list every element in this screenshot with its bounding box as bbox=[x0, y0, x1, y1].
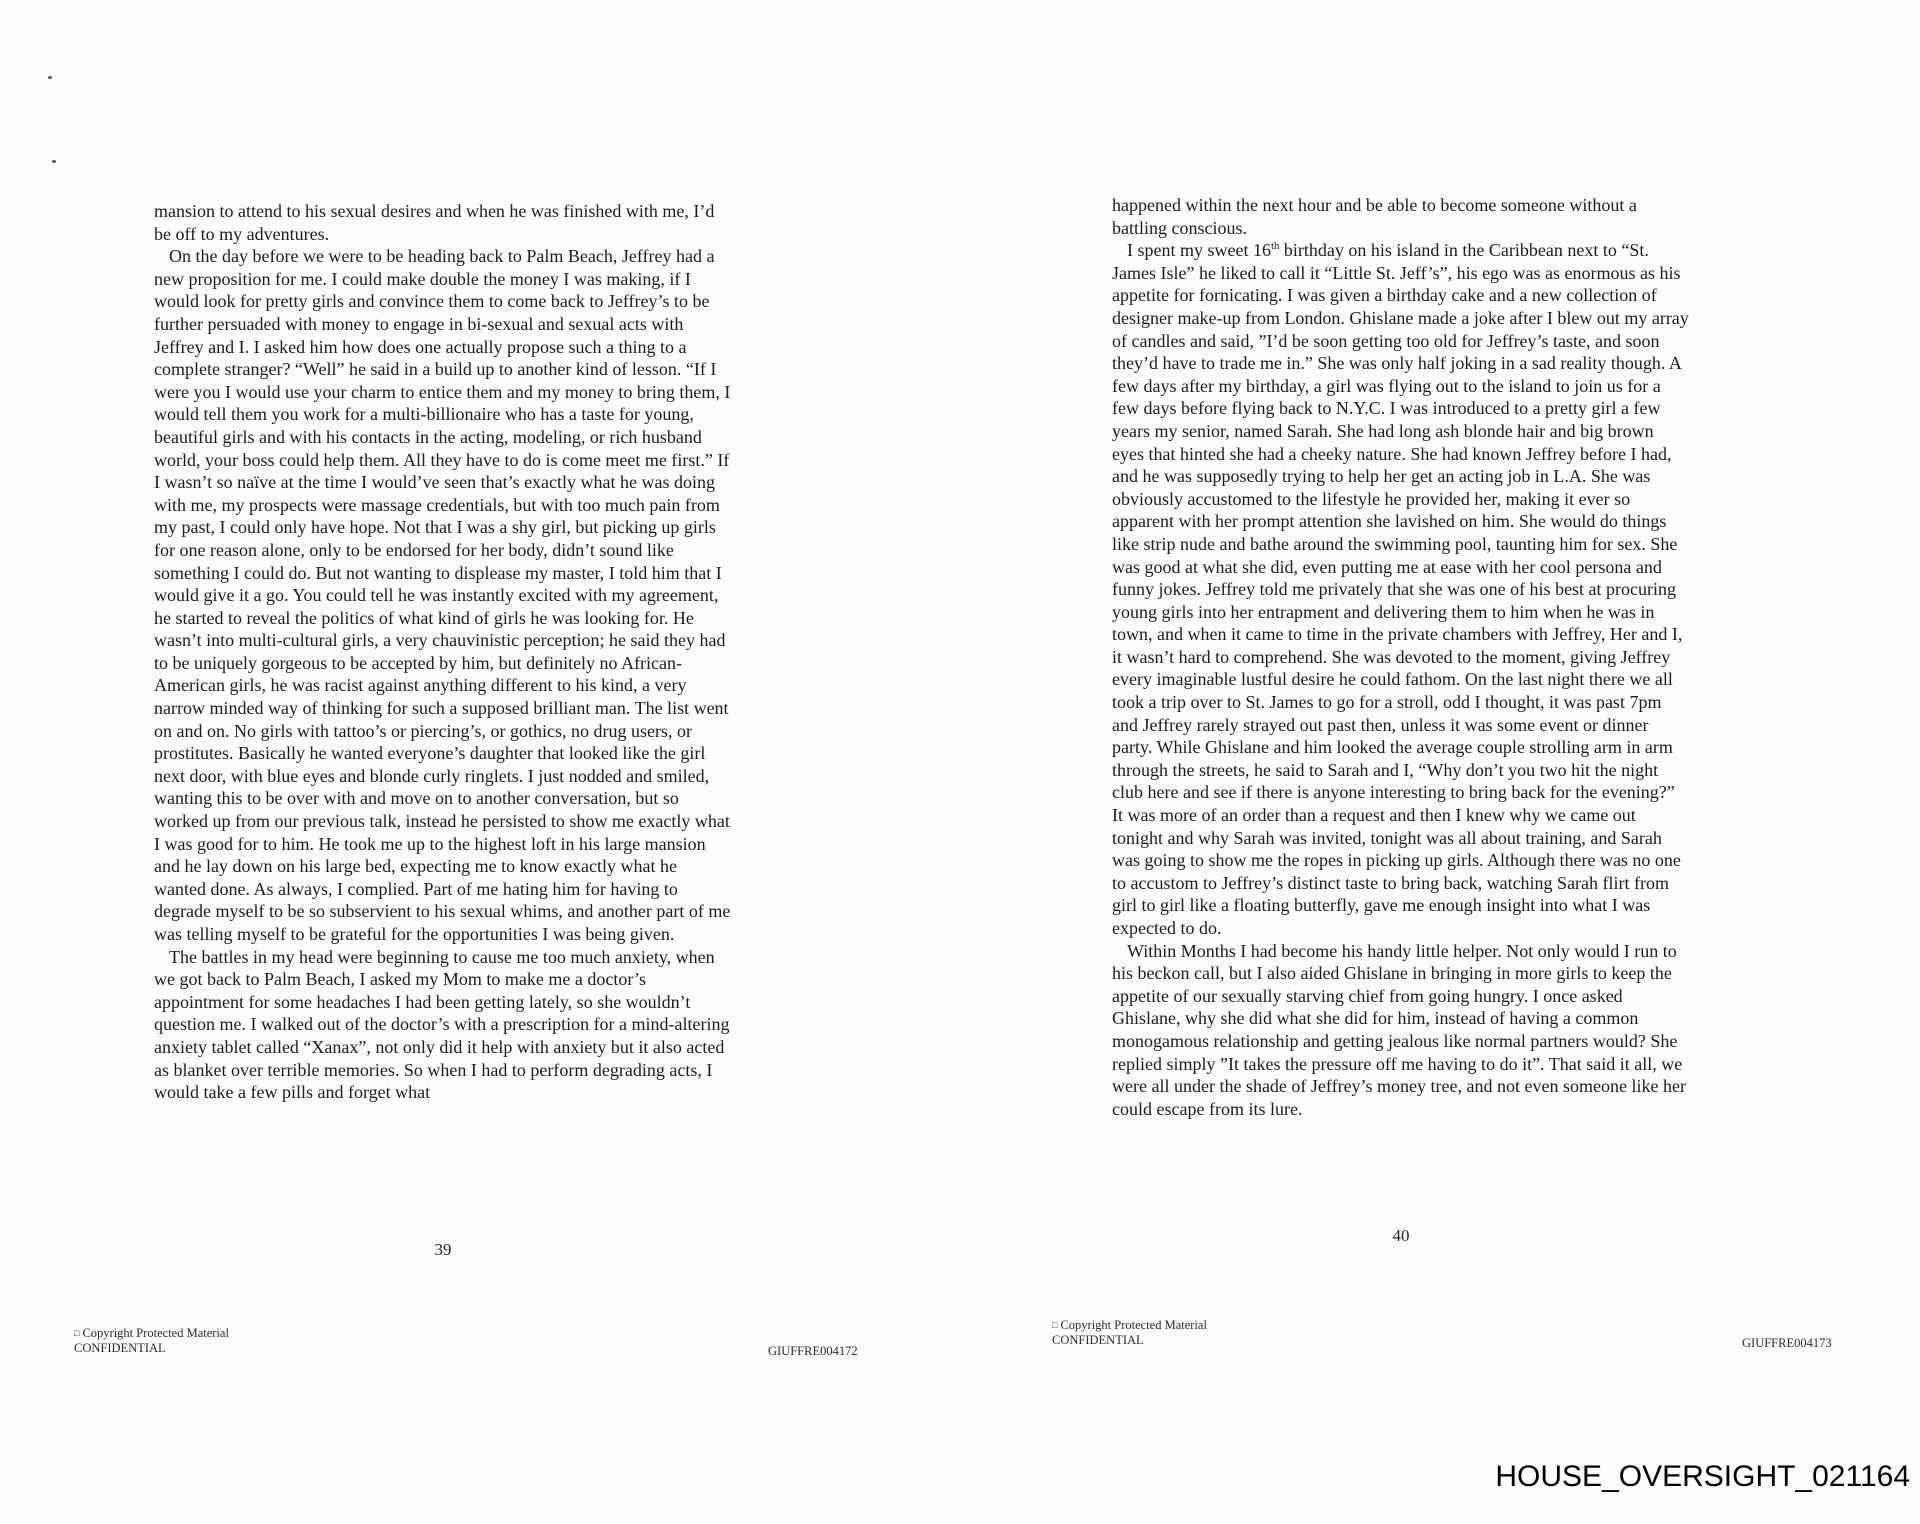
paragraph-text: I spent my sweet 16 bbox=[1127, 240, 1271, 261]
oversight-stamp: HOUSE_OVERSIGHT_021164 bbox=[1495, 1460, 1910, 1493]
page-40-text bbox=[1112, 194, 1690, 1120]
confidential-label: CONFIDENTIAL bbox=[74, 1341, 166, 1355]
copyright-mark-icon: □ bbox=[1052, 1320, 1058, 1330]
paragraph: On the day before we were to be heading back to Palm Beach, Jeffrey had a new proposition for me. I could make double the money I was making, if I would look for pretty girls and convince them to come back to Jeffrey’s to be further persuaded with money to engage in bi-sexual and sexual acts with Jeffrey and I. I asked him how does one actually propose such a thing to a complete stranger? “Well” he said in a build up to another kind of lesson. “If I were you I would use your charm to entice them and my money to bring them, I would tell them you work for a multi-billionaire who has a taste for young, beautiful girls and with his contacts in the acting, modeling, or rich husband world, your boss could help them. All they have to do is come meet me first.” If I wasn’t so naïve at the time I would’ve seen that’s exactly what he was doing with me, my prospects were massage credentials, but with too much pain from my past, I could only have hope. Not that I was a shy girl, but picking up girls for one reason alone, only to be endorsed for her body, didn’t sound like something I could do. But not wanting to displease my master, I told him that I would give it a go. You could tell he was instantly excited with my agreement, he started to reveal the politics of what kind of girls he was looking for. He wasn’t into multi-cultural girls, a very chauvinistic perception; he said they had to be uniquely gorgeous to be accepted by him, but definitely no African-American girls, he was racist against anything different to his kind, a very narrow minded way of thinking for such a supposed brilliant man. The list went on and on. No girls with tattoo’s or piercing’s, or gothics, no drug users, or prostitutes. Basically he wanted everyone’s daughter that looked like the girl next door, with blue eyes and blonde curly ringlets. I just nodded and smiled, wanting this to be over with and move on to another conversation, but so worked up from our previous talk, instead he persisted to show me exactly what I was good for to him. He took me up to the highest loft in his large mansion and he lay down on his large bed, expecting me to know exactly what he wanted done. As always, I complied. Part of me hating him for having to degrade myself to be so subservient to his sexual whims, and another part of me was telling myself to be grateful for the opportunities I was being given. bbox=[154, 246, 731, 944]
paragraph: Within Months I had become his handy little helper. Not only would I run to his beckon call, but I also aided Ghislane in bringing in more girls to keep the appetite of our sexually starving chief from going hungry. I once asked Ghislane, why she did what she did for him, instead of having a common monogamous relationship and getting jealous like normal partners would? She replied simply ”It takes the pressure off me having to do it”. That said it all, we were all under the shade of Jeffrey’s money tree, and not even someone like her could escape from its lure. bbox=[1112, 940, 1686, 1119]
page-39-text bbox=[154, 200, 732, 1104]
copyright-text: Copyright Protected Material bbox=[82, 1326, 229, 1340]
bates-number: GIUFFRE004173 bbox=[1742, 1336, 1832, 1350]
paragraph-text: birthday on his island in the Caribbean next to “St. James Isle” he liked to call it “Little St. Jeff’s”, his ego was as enormous as his appetite for fornicating. I was given a birthday cake and a new collection of designer make-up from London. Ghislane made a joke after I blew out my array of candles and said, ”I’d be soon getting too old for Jeffrey’s taste, and soon they’d have to trade me in.” She was only half joking in a sad reality though. A few days after my birthday, a girl was flying out to the island to join us for a few days before flying back to N.Y.C. I was introduced to a pretty girl a few years my senior, named Sarah. She had long ash blonde hair and big brown eyes that hinted she had a cheeky nature. She had known Jeffrey before I had, and he was supposedly trying to help her get an acting job in L.A. She was obviously accustomed to the lifestyle he provided her, making it ever so apparent with her prompt attention she lavished on him. She would do things like strip nude and bathe around the swimming pool, taunting him for sex. She was good at what she did, even putting me at ease with her cool persona and funny jokes. Jeffrey told me privately that she was one of his best at procuring young girls into her entrapment and delivering them to him when he was in town, and when it came to time in the private chambers with Jeffrey, Her and I, it wasn’t hard to comprehend. She was devoted to the moment, giving Jeffrey every imaginable lustful desire he could fathom. On the last night there we all took a trip over to St. James to go for a stroll, odd I thought, it was past 7pm and Jeffrey rarely strayed out past then, unless it was some event or dinner party. While Ghislane and him looked the average couple strolling arm in arm through the streets, he said to Sarah and I, “Why don’t you two hit the night club here and see if there is anyone interesting to bring back for the evening?” It was more of an order than a request and then I knew why we came out tonight and why Sarah was invited, tonight was all about training, and Sarah was going to show me the ropes in picking up girls. Although there was no one to accustom to Jeffrey’s distinct taste to bring back, watching Sarah flirt from girl to girl like a floating butterfly, gave me enough insight into what I was expected to do. bbox=[1112, 240, 1689, 938]
page-39-number: 39 bbox=[434, 1240, 452, 1259]
copyright-mark-icon: □ bbox=[74, 1328, 80, 1338]
paragraph: happened within the next hour and be able to become someone without a battling conscious. bbox=[1112, 195, 1637, 238]
confidential-label: CONFIDENTIAL bbox=[1052, 1333, 1144, 1347]
paragraph bbox=[1112, 239, 1690, 939]
bates-number: GIUFFRE004172 bbox=[768, 1344, 858, 1358]
ordinal-superscript: th bbox=[1270, 240, 1280, 253]
page-40-number: 40 bbox=[1392, 1226, 1410, 1245]
paragraph: The battles in my head were beginning to cause me too much anxiety, when we got back to Palm Beach, I asked my Mom to make me a doctor’s appointment for some headaches I had been getting lately, so she wouldn’t question me. I walked out of the doctor’s with a prescription for a mind-altering anxiety tablet called “Xanax”, not only did it help with anxiety but it also acted as blanket over terrible memories. So when I had to perform degrading acts, I would take a few pills and forget what bbox=[154, 946, 730, 1103]
copyright-text: Copyright Protected Material bbox=[1060, 1318, 1207, 1332]
page-39-footer bbox=[74, 1326, 229, 1356]
scan-speck bbox=[52, 160, 56, 163]
scan-speck bbox=[48, 76, 52, 79]
paragraph: mansion to attend to his sexual desires and when he was finished with me, I’d be off to my adventures. bbox=[154, 201, 715, 244]
page-40-footer bbox=[1052, 1318, 1207, 1348]
